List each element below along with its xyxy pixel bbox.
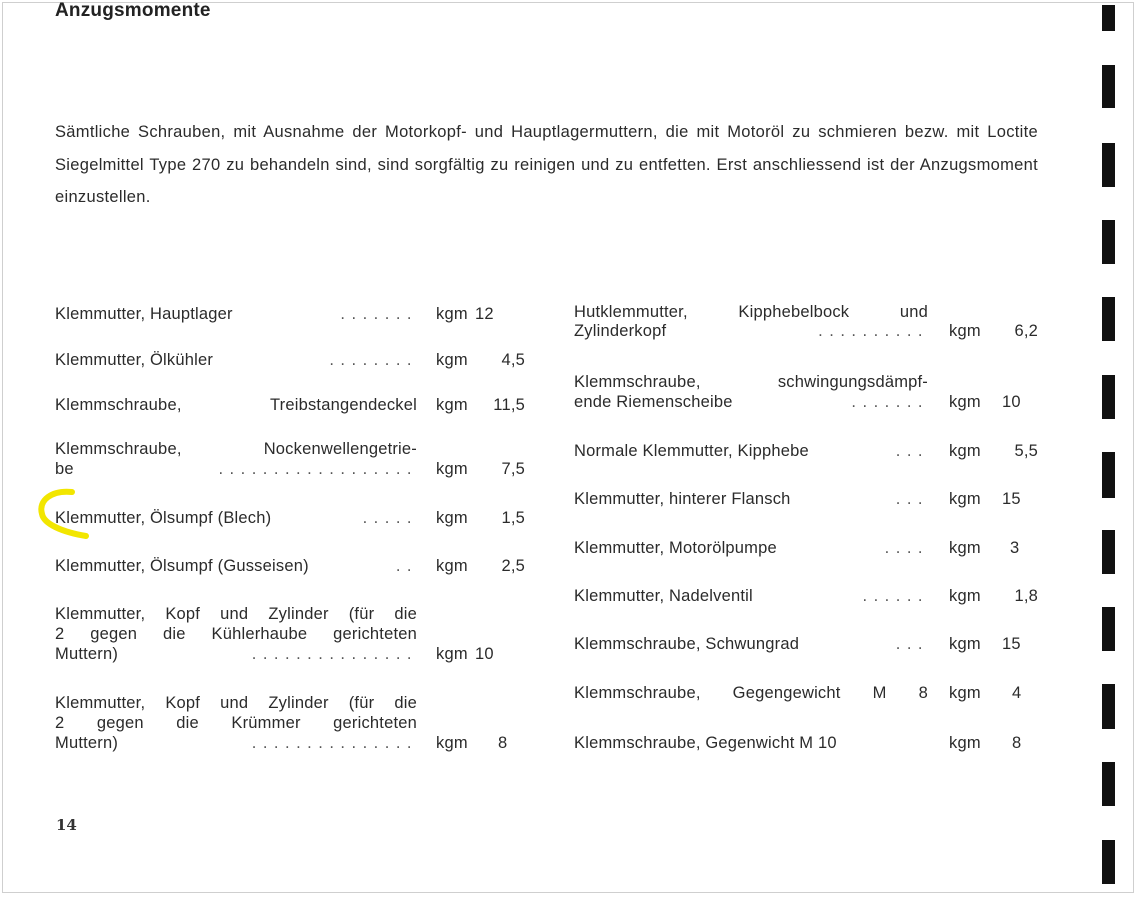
- torque-unit: kgm: [436, 509, 468, 527]
- torque-value: 15: [1002, 635, 1021, 653]
- torque-label-continued: 2 gegen die Kühlerhaube gerichteten: [55, 625, 417, 643]
- torque-label: Klemmschraube, Treibstangendeckel: [55, 396, 417, 414]
- binding-mark: [1102, 762, 1115, 806]
- torque-value: 11,5: [493, 396, 525, 414]
- dot-leader: ...............: [251, 645, 418, 663]
- torque-unit: kgm: [436, 305, 468, 323]
- page-title: Anzugsmomente: [55, 0, 211, 21]
- torque-value: 12: [475, 305, 494, 323]
- torque-unit: kgm: [949, 490, 981, 508]
- torque-value: 2,5: [501, 557, 525, 575]
- torque-value: 5,5: [1014, 442, 1038, 460]
- binding-mark: [1102, 143, 1115, 187]
- dot-leader: ......: [862, 587, 929, 605]
- torque-label: Klemmutter, hinterer Flansch: [574, 490, 791, 508]
- binding-mark: [1102, 607, 1115, 651]
- torque-value: 7,5: [501, 460, 525, 478]
- torque-unit: kgm: [436, 351, 468, 369]
- torque-unit: kgm: [436, 460, 468, 478]
- torque-value: 10: [475, 645, 494, 663]
- torque-label: Klemmutter, Kopf und Zylinder (für die: [55, 694, 417, 712]
- torque-value: 4: [1012, 684, 1022, 702]
- torque-unit: kgm: [949, 587, 981, 605]
- page-number: 14: [56, 816, 77, 834]
- dot-leader: ...: [895, 635, 929, 653]
- torque-unit: kgm: [436, 734, 468, 752]
- torque-unit: kgm: [949, 734, 981, 752]
- torque-label-continued: be: [55, 460, 74, 478]
- binding-mark: [1102, 840, 1115, 884]
- dot-leader: ........: [329, 351, 418, 369]
- torque-label: Klemmutter, Ölsumpf (Blech): [55, 509, 272, 527]
- torque-label: Klemmutter, Hauptlager: [55, 305, 233, 323]
- torque-label-continued: 2 gegen die Krümmer gerichteten: [55, 714, 417, 732]
- binding-mark: [1102, 5, 1115, 31]
- torque-unit: kgm: [949, 684, 981, 702]
- intro-paragraph: Sämtliche Schrauben, mit Ausnahme der Motorkopf- und Hauptlagermuttern, die mit Motoröl zu schmieren bezw. mit Loctite Siegelmittel Type 270 zu behandeln sind, sind sorgfältig zu reinigen und zu entfetten. Erst anschliessend ist der Anzugsmoment einzustellen.: [55, 123, 1038, 206]
- binding-mark: [1102, 375, 1115, 419]
- torque-unit: kgm: [949, 322, 981, 340]
- torque-unit: kgm: [949, 539, 981, 557]
- torque-label-continued: Muttern): [55, 734, 119, 752]
- torque-label: Klemmschraube, Nockenwellengetrie-: [55, 440, 417, 458]
- binding-mark: [1102, 65, 1115, 108]
- torque-label-continued: Zylinderkopf: [574, 322, 667, 340]
- dot-leader: ....: [884, 539, 929, 557]
- torque-unit: kgm: [436, 396, 468, 414]
- torque-label: Klemmutter, Ölsumpf (Gusseisen): [55, 557, 309, 575]
- binding-mark: [1102, 452, 1115, 498]
- torque-value: 4,5: [501, 351, 525, 369]
- highlight-mark: [34, 486, 94, 546]
- torque-label-continued: ende Riemenscheibe: [574, 393, 733, 411]
- dot-leader: .......: [340, 305, 418, 323]
- binding-mark: [1102, 684, 1115, 729]
- torque-label: Normale Klemmutter, Kipphebe: [574, 442, 809, 460]
- dot-leader: ..: [395, 557, 418, 575]
- dot-leader: .......: [851, 393, 929, 411]
- torque-unit: kgm: [436, 557, 468, 575]
- dot-leader: ...: [895, 490, 929, 508]
- torque-unit: kgm: [949, 635, 981, 653]
- torque-label: Hutklemmutter, Kipphebelbock und: [574, 303, 928, 321]
- dot-leader: ...............: [251, 734, 418, 752]
- torque-value: 3: [1010, 539, 1020, 557]
- torque-value: 8: [498, 734, 508, 752]
- dot-leader: ..................: [218, 460, 418, 478]
- torque-value: 1,8: [1014, 587, 1038, 605]
- torque-label: Klemmutter, Ölkühler: [55, 351, 214, 369]
- torque-label: Klemmutter, Nadelventil: [574, 587, 753, 605]
- dot-leader: ...: [895, 442, 929, 460]
- binding-mark: [1102, 220, 1115, 264]
- torque-label: Klemmschraube, Schwungrad: [574, 635, 800, 653]
- torque-unit: kgm: [949, 442, 981, 460]
- torque-value: 10: [1002, 393, 1021, 411]
- torque-value: 1,5: [501, 509, 525, 527]
- torque-value: 6,2: [1014, 322, 1038, 340]
- torque-value: 8: [1012, 734, 1022, 752]
- torque-label: Klemmschraube, schwingungsdämpf-: [574, 373, 928, 391]
- torque-label: Klemmschraube, Gegenwicht M 10: [574, 734, 837, 752]
- torque-label: Klemmutter, Kopf und Zylinder (für die: [55, 605, 417, 623]
- binding-mark: [1102, 297, 1115, 341]
- torque-value: 15: [1002, 490, 1021, 508]
- torque-label-continued: Muttern): [55, 645, 119, 663]
- dot-leader: ..........: [818, 322, 929, 340]
- binding-mark: [1102, 530, 1115, 574]
- torque-label: Klemmutter, Motorölpumpe: [574, 539, 777, 557]
- torque-label: Klemmschraube, Gegengewicht M 8: [574, 684, 928, 702]
- dot-leader: .....: [362, 509, 418, 527]
- torque-unit: kgm: [436, 645, 468, 663]
- torque-unit: kgm: [949, 393, 981, 411]
